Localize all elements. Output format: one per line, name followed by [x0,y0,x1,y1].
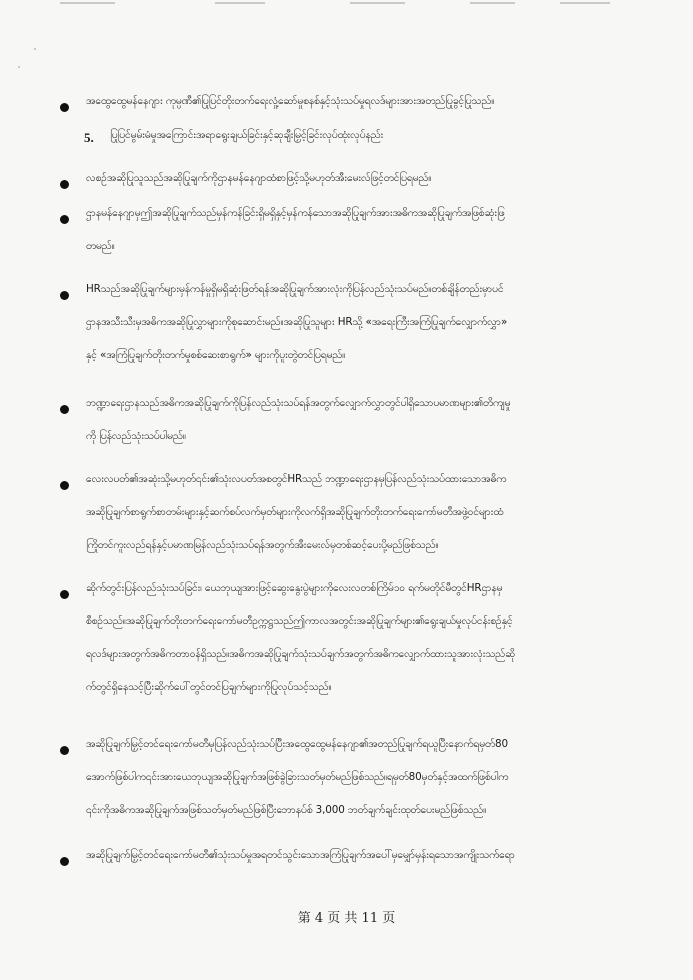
paragraph-line: ပြုပြင်မွမ်းမံမှုအကြောင်းအရာရွေးချယ်ခြင်းနှင့်ဆုချီးမြှင့်ခြင်းလုပ်ထုံးလုပ်နည်း [110,129,384,141]
paragraph-line: ဌာနမန်နေဂျာမှဤအဆိုပြုချက်သည်မှန်ကန်ခြင်းရှိမရှိနှင့်မှန်ကန်သောအဆိုပြုချက်အားအဓိကအဆိုပြုချက်အဖြစ်ဆုံးဖြ [86,207,505,219]
paragraph-line: ကို ပြန်လည်သုံးသပ်ပါမည်။ [86,430,186,442]
paragraph-line: စီစဉ်သည်။အဆိုပြုချက်တိုးတက်ရေးကော်မတီဥက္ကဋ္ဌသည်ဤကာလအတွင်းအဆိုပြုချက်များ၏ရွေးချယ်မှုလုပ်ငန်းစဉ်နှင့် [86,615,513,627]
scan-speck [34,48,36,50]
paragraph-line: နှင့် «အကြံပြုချက်တိုးတက်မှုစစ်ဆေးစာရွက်» များကိုပူးတွဲတင်ပြရမည်။ [86,349,346,361]
bullet-icon [60,180,69,189]
paragraph-line: တမည်။ [86,240,115,252]
page-footer: 第 4 页 共 11 页 [297,911,396,926]
paragraph-line: အထွေထွေမန်နေဂျား ကုမ္ပဏီ၏ပြုပြင်တိုးတက်ရေးလှုံ့ဆော်မှုစနစ်နှင့်သုံးသပ်မှုရလဒ်များအားအတည်ပြုခွင့်ပြုသည်။ [86,95,495,107]
paragraph-line: ဌာနအသီးသီးမှအဓိကအဆိုပြုလွှာများကိုစုဆောင်းမည်။အဆိုပြုသူများ HRသို့ «အရေးကြီးအကြံပြုချက်လျှောက်လွှာ» [86,316,508,328]
paragraph-line: အဆိုပြုချက်မြှင့်တင်ရေးကော်မတီ၏သုံးသပ်မှုအရတင်သွင်းသောအကြံပြုချက်အပေါ်မှမျှော်မှန်းရသောအကျိုးသက်ရော [86,849,515,861]
bullet-icon [60,215,69,224]
paragraph-line: လစဉ်အဆိုပြုသူသည်အဆိုပြုချက်ကိုဌာနမန်နေဂျာထံစာဖြင့်သို့မဟုတ်အီးမေးလ်ဖြင့်တင်ပြရမည်။ [86,172,432,184]
bullet-icon [60,746,69,755]
paragraph-line: ရလဒ်များအတွက်အဓိကတာဝန်ရှိသည်။အဓိကအဆိုပြုချက်သုံးသပ်ချက်အတွက်အဓိကလျှောက်ထားသူအားလုံးသည်ဆို [86,648,516,660]
section-number: 5. [84,130,94,145]
paragraph-line: လေးလပတ်၏အဆုံးသို့မဟုတ်၎င်း၏သုံးလပတ်အစတွင်HRသည် ဘဏ္ဍာရေးဌာနမှပြန်လည်သုံးသပ်ထားသောအဓိက [86,473,507,485]
paragraph-line: ၎င်းကိုအဓိကအဆိုပြုချက်အဖြစ်သတ်မှတ်မည်ဖြစ်ပြီးဘောနပ်စ် 3,000 ဘတ်ချက်ချင်းထုတ်ပေးမည်ဖြစ်သည်။ [86,804,487,816]
bullet-icon [60,291,69,300]
bullet-icon [60,590,69,599]
bullet-icon [60,481,69,490]
paragraph-line: အဆိုပြုချက်မြှင့်တင်ရေးကော်မတီမှပြန်လည်သုံးသပ်ပြီးအထွေထွေမန်နေဂျာ၏အတည်ပြုချက်ရယူပြီးနောက်ရမှတ်80 [86,738,508,750]
paragraph-line: HRသည်အဆိုပြုချက်များမှန်ကန်မှုရှိမရှိဆုံးဖြတ်ရန်အဆိုပြုချက်အားလုံးကိုပြန်လည်သုံးသပ်မည်။တစ်ချိန်တည်းမှာပင် [86,283,504,295]
paragraph-line: ကြိုတင်ကူးလည်ရန်နှင့်ပမာဏမြန်လည်သုံးသပ်ရန်အတွက်အီးမေးလ်မှတစ်ဆင့်ပေးပို့မည်ဖြစ်သည်။ [86,539,439,551]
bullet-icon [60,405,69,414]
paragraph-line: ဆိုက်တွင်းပြန်လည်သုံးသပ်ခြင်း၊ ယေဘုယျအားဖြင့်ဆွေးနွေးပွဲများကိုလေးလတစ်ကြိမ်၁၀ ရက်မတိုင်မီတွင်HRဌာနမှ [86,582,503,594]
bullet-icon [60,103,69,112]
paragraph-line: ဘဏ္ဍာရေးဌာနသည်အဓိကအဆိုပြုချက်ကိုပြန်လည်သုံးသပ်ရန်အတွက်လျှောက်လွှာတွင်ပါရှိသောပမာဏများ၏တိကျမှု [86,397,511,409]
scan-speck [18,66,20,68]
bullet-icon [60,857,69,866]
paragraph-line: အဆိုပြုချက်စာရွက်စာတမ်းများနှင့်ဆက်စပ်လက်မှတ်များကိုလက်ရှိအဆိုပြုချက်တိုးတက်ရေးကော်မတီအဖွဲ့ဝင်များထံ [86,506,504,518]
paragraph-line: က်တွင်ရှိနေသင့်ပြီးဆိုက်ပေါ်တွင်တင်ပြချက်များကိုပြုလုပ်သင့်သည်။ [86,681,332,693]
paragraph-line: အောက်ဖြစ်ပါက၎င်းအားယေဘုယျအဆိုပြုချက်အဖြစ်ခွဲခြားသတ်မှတ်မည်ဖြစ်သည်။ရမှတ်80မှတ်နှင့်အထက်ဖြစ်ပါက [86,771,509,783]
scan-edge-marks [0,0,693,8]
